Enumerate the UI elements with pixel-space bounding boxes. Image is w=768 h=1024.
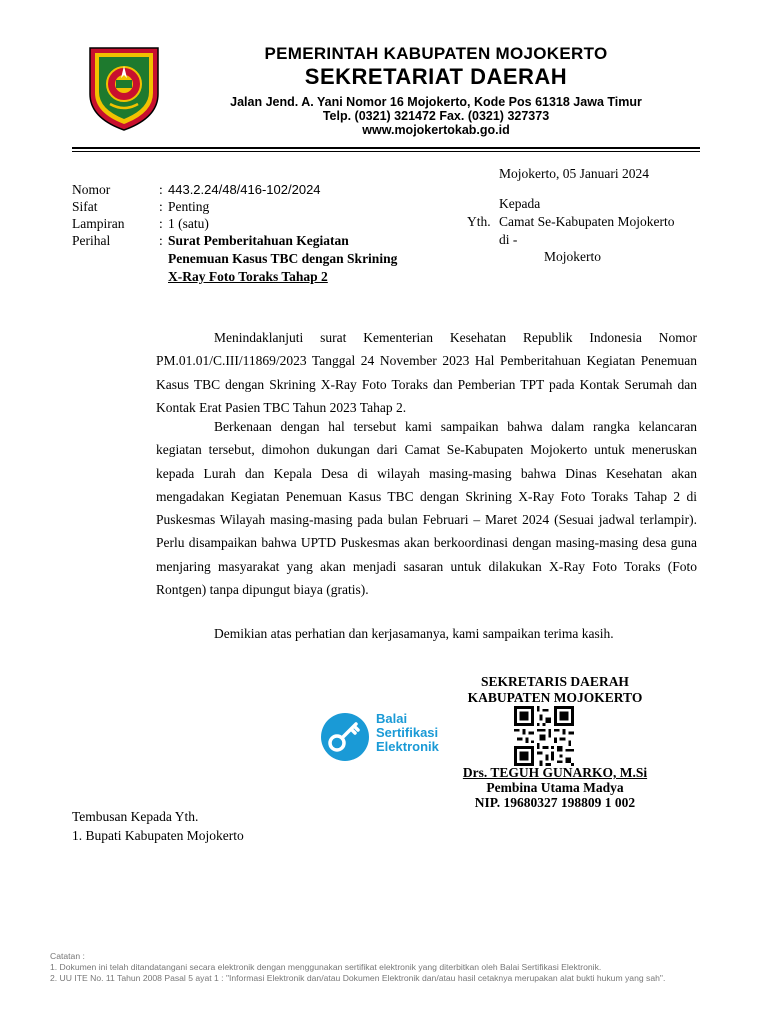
lampiran-colon: : [159,216,163,231]
signatory-name: Drs. TEGUH GUNARKO, M.Si [462,765,648,780]
nomor-value: 443.2.24/48/416-102/2024 [168,182,321,197]
footer-note-2: 2. UU ITE No. 11 Tahun 2008 Pasal 5 ayat 1 : "Informasi Elektronik dan/atau Dokumen Elektronik dan/atau hasil cetaknya merupakan alat bukti hukum yang sah". [50,973,666,983]
recipient-city: Mojokerto [544,249,601,264]
bse-key-icon [318,710,372,764]
perihal-label: Perihal [72,233,111,248]
office-phone: Telp. (0321) 321472 Fax. (0321) 327373 [322,109,550,123]
kepada-label: Kepada [499,196,541,211]
bse-logo [318,710,468,766]
place-date: Mojokerto, 05 Januari 2024 [499,166,649,181]
qr-code [514,706,574,766]
sifat-label: Sifat [72,199,98,214]
sifat-value: Penting [168,199,210,214]
cc-item-1: 1. Bupati Kabupaten Mojokerto [72,828,244,843]
bse-text-2: Sertifikasi [376,725,439,740]
nomor-label: Nomor [72,182,111,197]
letterhead-divider-thin [72,151,700,152]
cc-heading: Tembusan Kepada Yth. [72,809,199,824]
government-name: PEMERINTAH KABUPATEN MOJOKERTO [264,44,608,63]
bse-text-3: Elektronik [376,739,439,754]
body-paragraph-2 [156,415,697,601]
perihal-colon: : [159,233,163,248]
signatory-rank: Pembina Utama Madya [486,780,624,795]
office-address: Jalan Jend. A. Yani Nomor 16 Mojokerto, Kode Pos 61318 Jawa Timur [230,95,642,109]
perihal-line2: Penemuan Kasus TBC dengan Skrining [168,251,398,266]
footer-note-1: 1. Dokumen ini telah ditandatangani secara elektronik dengan menggunakan sertifikat elektronik yang diterbitkan oleh Balai Sertifikasi Elektronik. [50,962,602,972]
office-website: www.mojokertokab.go.id [362,123,510,137]
body-paragraph-2-text: Berkenaan dengan hal tersebut kami sampaikan bahwa dalam rangka kelancaran kegiatan tersebut, dimohon dukungan dari Camat Se-Kabupaten Mojokerto untuk meneruskan kepada Lurah dan Kepala Desa di wilayah masing-masing bahwa Dinas Kesehatan akan mengadakan Kegiatan Penemuan Kasus TBC dengan Skrining X-Ray Foto Toraks Tahap 2 di Puskesmas Wilayah masing-masing pada bulan Februari – Maret 2024 (Sesuai jadwal terlampir). Perlu disampaikan bahwa UPTD Puskesmas akan berkoordinasi dengan masing-masing desa guna menjaring masyarakat yang akan menjadi sasaran untuk dilakukan X-Ray Foto Toraks (Foto Rontgen) tanpa dipungut biaya (gratis). [156,419,697,598]
perihal-line1: Surat Pemberitahuan Kegiatan [168,233,349,248]
letterhead-divider [72,147,700,149]
sifat-colon: : [159,199,163,214]
yth-label: Yth. [467,214,491,229]
recipient-name: Camat Se-Kabupaten Mojokerto [499,214,675,229]
nomor-colon: : [159,182,163,197]
mojokerto-crest-logo [86,44,162,132]
lampiran-value: 1 (satu) [168,216,209,231]
perihal-line3: X-Ray Foto Toraks Tahap 2 [168,269,328,284]
signatory-nip: NIP. 19680327 198809 1 002 [474,795,636,810]
office-name: SEKRETARIAT DAERAH [304,64,568,89]
body-paragraph-1-text: Menindaklanjuti surat Kementerian Kesehatan Republik Indonesia Nomor PM.01.01/C.III/11869/2023 Tanggal 24 November 2023 Hal Pemberitahuan Kegiatan Penemuan Kasus TBC dengan Skrining X-Ray Foto Toraks dan Pemberian TPT pada Kontak Serumah dan Kontak Erat Pasien TBC Tahun 2023 Tahap 2. [156,330,697,415]
signature-title-1: SEKRETARIS DAERAH [481,674,629,689]
recipient-di: di - [499,232,518,247]
footer-note-label: Catatan : [50,951,85,961]
body-paragraph-3-text: Demikian atas perhatian dan kerjasamanya, kami sampaikan terima kasih. [214,626,614,641]
body-paragraph-3 [156,622,697,645]
body-paragraph-1 [156,326,697,419]
bse-text-1: Balai [376,711,408,726]
lampiran-label: Lampiran [72,216,125,231]
signature-title-2: KABUPATEN MOJOKERTO [467,690,643,705]
